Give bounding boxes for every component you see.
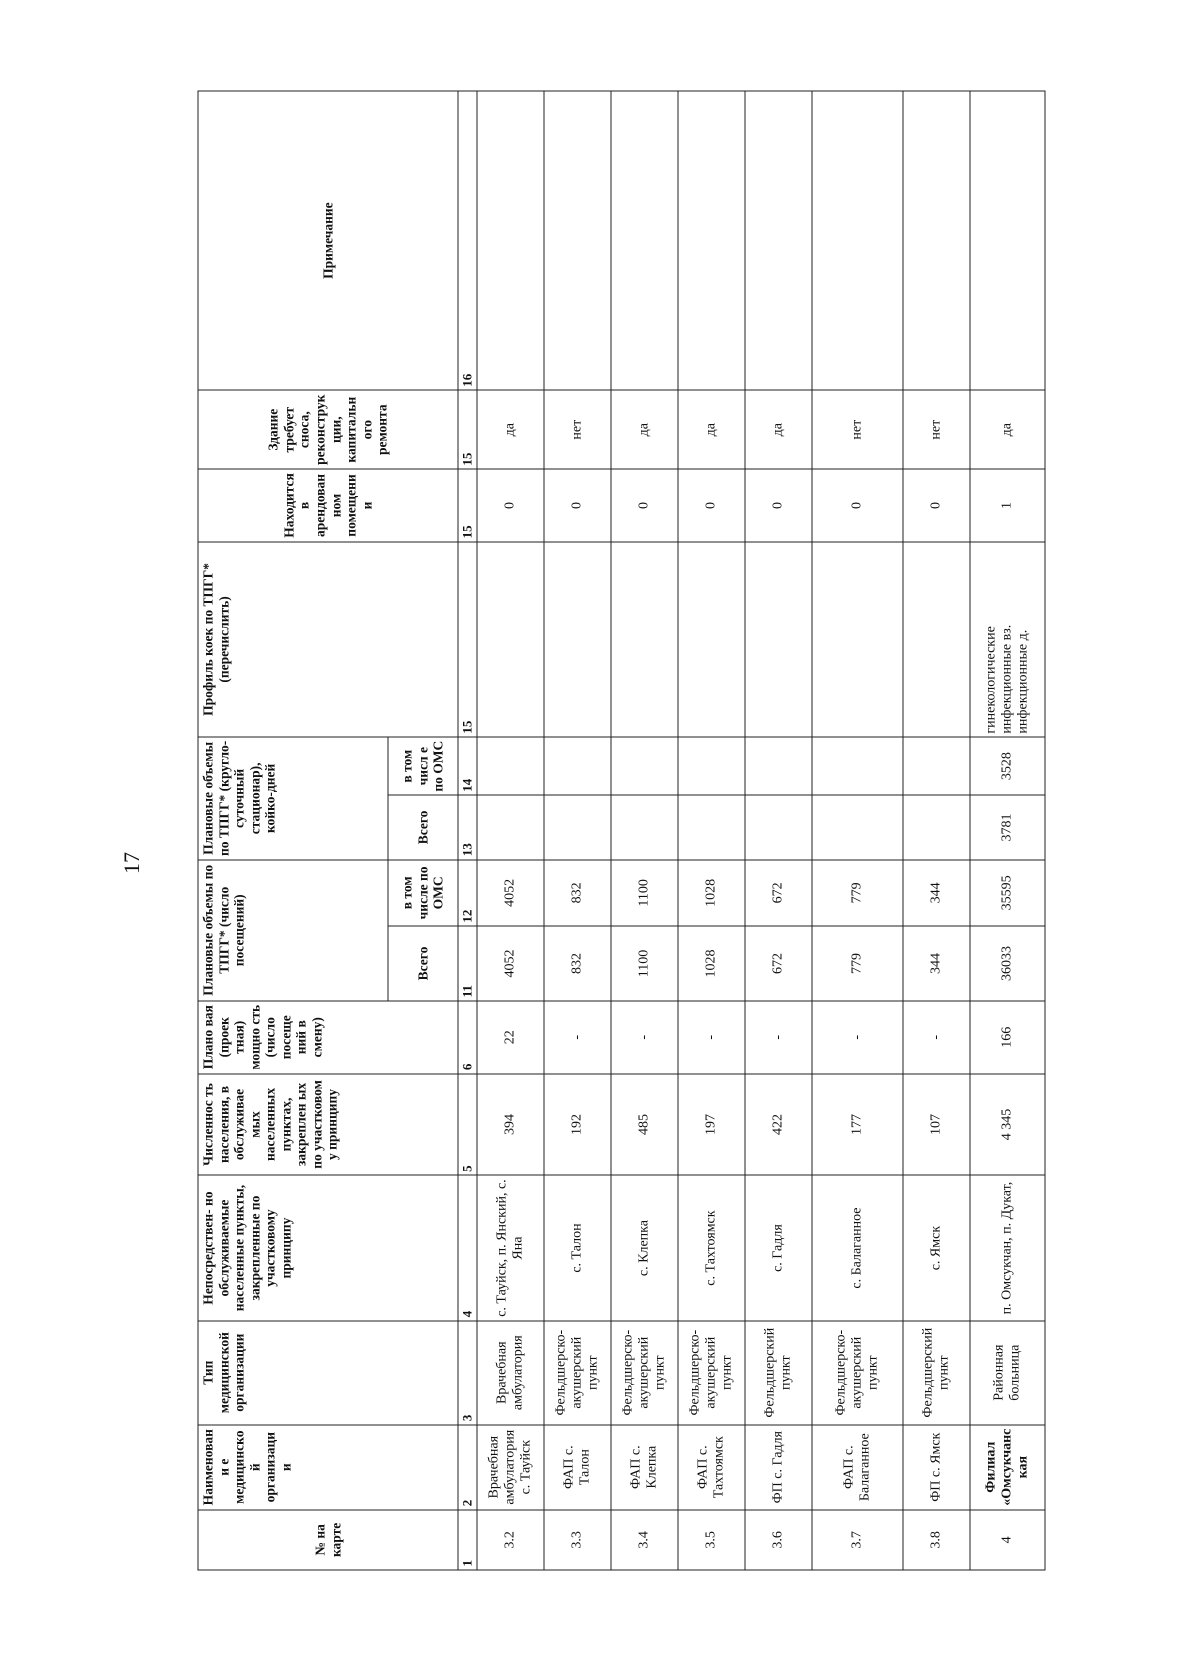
header-visits-group: Плановые объемы по ТПГГ* (число посещений) <box>198 860 388 1001</box>
row-org-name: Филиал «Омсукчанская <box>970 1425 1045 1510</box>
row-beds-total <box>611 795 678 859</box>
row-org-type: Фельдшерско-акушерский пункт <box>812 1321 903 1425</box>
row-population: 177 <box>812 1074 903 1176</box>
table-row <box>812 91 903 1570</box>
row-rented: 0 <box>678 469 745 542</box>
row-rented: 0 <box>611 469 678 542</box>
row-population: 197 <box>678 1074 745 1176</box>
row-note <box>678 91 745 390</box>
row-settlements: с. Талон <box>544 1175 611 1320</box>
row-settlements: с. Балаганное <box>812 1175 903 1320</box>
row-org-name: ФАП с. Талон <box>544 1425 611 1510</box>
row-org-type: Фельдшерско-акушерский пункт <box>611 1321 678 1425</box>
row-note <box>544 91 611 390</box>
row-visits-oms: 1100 <box>611 860 678 926</box>
header-capacity: Плано вая (проек тная) мощно сть (число посеще ний в смену) <box>198 1001 458 1074</box>
row-note <box>970 91 1045 390</box>
row-population: 394 <box>477 1074 544 1176</box>
row-beds-total <box>477 795 544 859</box>
row-capacity: 166 <box>970 1001 1045 1074</box>
col-number: 4 <box>458 1175 477 1320</box>
table-row <box>970 91 1045 1570</box>
row-beds-total <box>544 795 611 859</box>
col-number: 12 <box>458 860 477 926</box>
row-building: нет <box>903 390 970 469</box>
header-beds-total: Всего <box>388 795 458 859</box>
row-org-type: Фельдшерско-акушерский пункт <box>544 1321 611 1425</box>
row-beds-oms <box>812 737 903 795</box>
table-row <box>903 91 970 1570</box>
row-capacity: - <box>544 1001 611 1074</box>
row-rented: 0 <box>544 469 611 542</box>
row-settlements: с. Тахтоямск <box>678 1175 745 1320</box>
row-bed-profile <box>611 542 678 737</box>
header-org-name: Наименовани е медицинской организации <box>198 1425 458 1510</box>
page-number: 17 <box>119 852 144 874</box>
row-visits-oms: 672 <box>745 860 812 926</box>
row-rented: 0 <box>745 469 812 542</box>
header-visits-total: Всего <box>388 926 458 1001</box>
row-bed-profile <box>903 542 970 737</box>
row-population: 192 <box>544 1074 611 1176</box>
row-beds-oms <box>477 737 544 795</box>
header-map-number: № на карте <box>198 1510 458 1570</box>
table-rotated-container <box>198 91 1031 1571</box>
row-building: да <box>611 390 678 469</box>
row-building: да <box>970 390 1045 469</box>
row-visits-total: 36033 <box>970 926 1045 1001</box>
row-beds-total <box>745 795 812 859</box>
row-beds-total: 3781 <box>970 795 1045 859</box>
row-rented: 0 <box>477 469 544 542</box>
row-settlements: с. Тауйск, п. Янский, с. Яна <box>477 1175 544 1320</box>
row-org-type: Районная больница <box>970 1321 1045 1425</box>
row-beds-oms <box>544 737 611 795</box>
row-note <box>477 91 544 390</box>
row-building: да <box>477 390 544 469</box>
row-map-number: 3.6 <box>745 1510 812 1570</box>
row-bed-profile <box>812 542 903 737</box>
row-note <box>745 91 812 390</box>
header-note: Примечание <box>198 91 458 390</box>
col-number: 13 <box>458 795 477 859</box>
row-note <box>812 91 903 390</box>
header-building: Здание требует сноса, реконструкции, капитального ремонта <box>198 390 458 469</box>
row-building: да <box>745 390 812 469</box>
row-beds-oms <box>611 737 678 795</box>
row-capacity: - <box>745 1001 812 1074</box>
row-beds-total <box>678 795 745 859</box>
row-visits-oms: 4052 <box>477 860 544 926</box>
col-number: 15 <box>458 469 477 542</box>
row-rented: 1 <box>970 469 1045 542</box>
row-visits-oms: 35595 <box>970 860 1045 926</box>
row-beds-oms <box>903 737 970 795</box>
row-settlements: с. Клепка <box>611 1175 678 1320</box>
row-org-type: Фельдшерско-акушерский пункт <box>678 1321 745 1425</box>
row-bed-profile <box>745 542 812 737</box>
row-population: 4 345 <box>970 1074 1045 1176</box>
col-number: 6 <box>458 1001 477 1074</box>
row-beds-total <box>812 795 903 859</box>
row-org-name: Врачебная амбулатория с. Тауйск <box>477 1425 544 1510</box>
table-row <box>611 91 678 1570</box>
row-org-type: Фельдшерский пункт <box>745 1321 812 1425</box>
row-visits-total: 4052 <box>477 926 544 1001</box>
col-number: 3 <box>458 1321 477 1425</box>
row-beds-oms <box>745 737 812 795</box>
table-row <box>477 91 544 1570</box>
col-number: 5 <box>458 1074 477 1176</box>
row-map-number: 3.3 <box>544 1510 611 1570</box>
facilities-table <box>198 91 1046 1571</box>
header-bed-profile: Профиль коек по ТПГГ* (перечислить) <box>198 542 458 737</box>
row-visits-total: 779 <box>812 926 903 1001</box>
col-number: 2 <box>458 1425 477 1510</box>
row-org-name: ФАП с. Тахтоямск <box>678 1425 745 1510</box>
row-building: нет <box>544 390 611 469</box>
row-population: 422 <box>745 1074 812 1176</box>
col-number: 15 <box>458 390 477 469</box>
row-visits-total: 1100 <box>611 926 678 1001</box>
row-capacity: - <box>812 1001 903 1074</box>
row-map-number: 3.8 <box>903 1510 970 1570</box>
row-bed-profile <box>544 542 611 737</box>
header-population: Численнос ть населения, в обслуживае мых населенных пунктах, закреплен ых по участковом у принципу <box>198 1074 458 1176</box>
header-settlements: Непосредствен- но обслуживаемые населенные пункты, закрепленные по участковому принципу <box>198 1175 458 1320</box>
row-org-name: ФП с. Гадля <box>745 1425 812 1510</box>
row-note <box>903 91 970 390</box>
row-rented: 0 <box>812 469 903 542</box>
table-row <box>678 91 745 1570</box>
row-map-number: 4 <box>970 1510 1045 1570</box>
row-capacity: - <box>678 1001 745 1074</box>
row-map-number: 3.5 <box>678 1510 745 1570</box>
row-visits-oms: 1028 <box>678 860 745 926</box>
table-row <box>544 91 611 1570</box>
row-note <box>611 91 678 390</box>
row-population: 485 <box>611 1074 678 1176</box>
row-building: нет <box>812 390 903 469</box>
row-org-name: ФП с. Ямск <box>903 1425 970 1510</box>
row-bed-profile <box>678 542 745 737</box>
row-capacity: - <box>611 1001 678 1074</box>
col-number: 15 <box>458 542 477 737</box>
col-number: 16 <box>458 91 477 390</box>
col-number: 1 <box>458 1510 477 1570</box>
row-map-number: 3.2 <box>477 1510 544 1570</box>
row-visits-total: 1028 <box>678 926 745 1001</box>
row-capacity: - <box>903 1001 970 1074</box>
row-beds-total <box>903 795 970 859</box>
row-org-name: ФАП с. Клепка <box>611 1425 678 1510</box>
header-beds-group: Плановые объемы по ТПГГ* (кругло- суточный стационар), койко-дней <box>198 737 388 860</box>
row-population: 107 <box>903 1074 970 1176</box>
row-building: да <box>678 390 745 469</box>
row-bed-profile: гинекологические инфекционные вз. инфекционные д. <box>970 542 1045 737</box>
row-settlements: п. Омсукчан, п. Дукат, <box>970 1175 1045 1320</box>
row-beds-oms: 3528 <box>970 737 1045 795</box>
header-beds-oms: в том числ е по ОМС <box>388 737 458 795</box>
row-org-type: Врачебная амбулатория <box>477 1321 544 1425</box>
row-map-number: 3.4 <box>611 1510 678 1570</box>
col-number: 14 <box>458 737 477 795</box>
row-beds-oms <box>678 737 745 795</box>
row-visits-total: 672 <box>745 926 812 1001</box>
table-row <box>745 91 812 1570</box>
row-rented: 0 <box>903 469 970 542</box>
row-visits-oms: 832 <box>544 860 611 926</box>
header-org-type: Тип медицинской организации <box>198 1321 458 1425</box>
row-bed-profile <box>477 542 544 737</box>
row-settlements: с. Ямск <box>903 1175 970 1320</box>
row-settlements: с. Гадля <box>745 1175 812 1320</box>
header-visits-oms: в том числе по ОМС <box>388 860 458 926</box>
row-visits-oms: 344 <box>903 860 970 926</box>
row-visits-total: 832 <box>544 926 611 1001</box>
row-capacity: 22 <box>477 1001 544 1074</box>
row-map-number: 3.7 <box>812 1510 903 1570</box>
row-visits-total: 344 <box>903 926 970 1001</box>
row-visits-oms: 779 <box>812 860 903 926</box>
row-org-name: ФАП с. Балаганное <box>812 1425 903 1510</box>
header-rented: Находится в арендованном помещении <box>198 469 458 542</box>
row-org-type: Фельдшерский пункт <box>903 1321 970 1425</box>
col-number: 11 <box>458 926 477 1001</box>
